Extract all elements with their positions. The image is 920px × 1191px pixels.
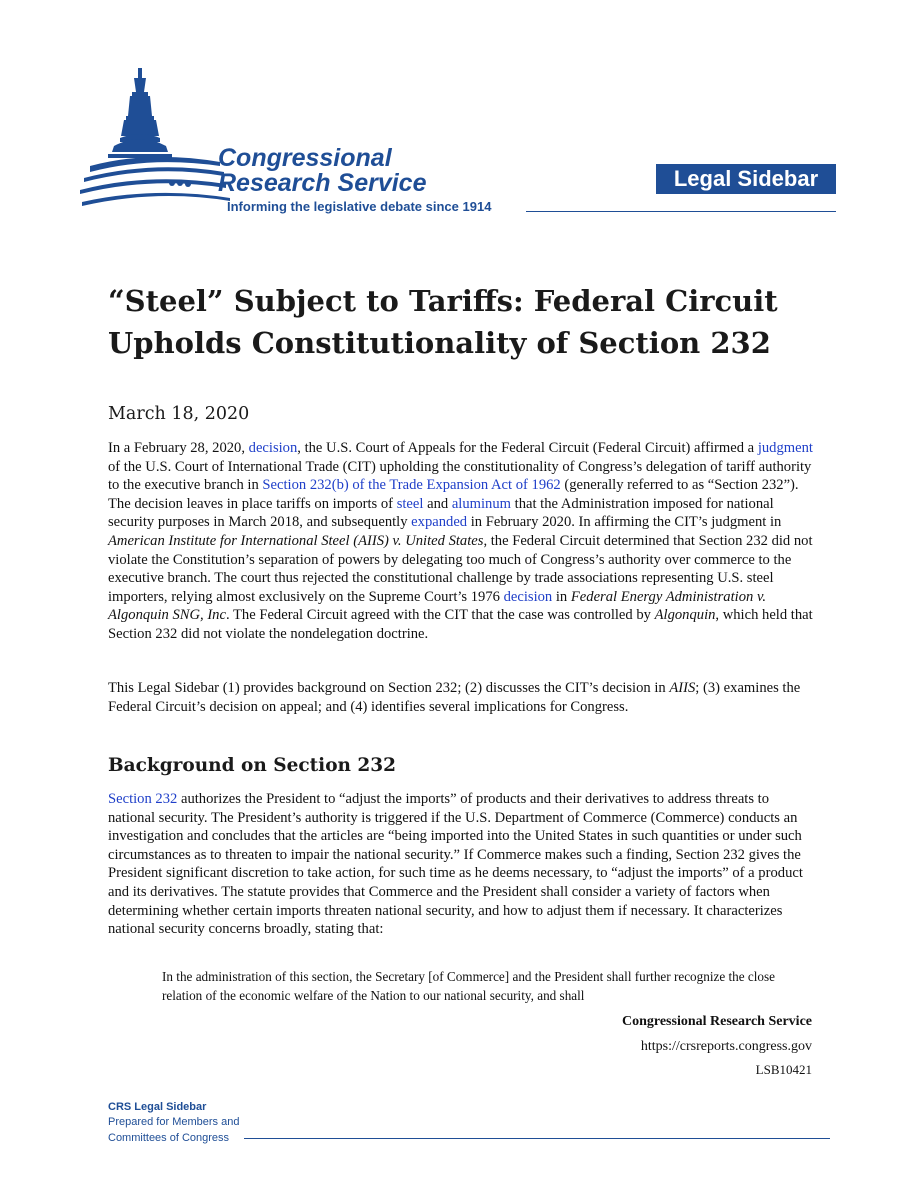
section-232-link[interactable]: Section 232 — [108, 791, 178, 807]
case-name: AIIS — [669, 680, 696, 696]
org-tagline: Informing the legislative debate since 1914 — [227, 199, 492, 214]
case-name: Algonquin — [654, 607, 716, 624]
aluminum-link[interactable]: aluminum — [451, 495, 511, 512]
text: , the U.S. Court of Appeals for the Federal Circuit (Federal Circuit) affirmed a — [297, 440, 758, 456]
section-232b-link[interactable]: Section 232(b) of the Trade Expansion Act of 1962 — [262, 477, 561, 494]
title-line-1: “Steel” Subject to Tariffs: Federal Circuit — [108, 284, 778, 318]
steel-link[interactable]: steel — [396, 495, 424, 512]
judgment-link[interactable]: judgment — [757, 440, 813, 456]
text: authorizes the President to “adjust the imports” of products and their derivatives to address threats to national security. The President’s authority is triggered if the U.S. Department of Commerce (Commerce) conducts an investigation and concludes that the articles are “being imported into the United States in such quantities or under such circumstances as to threaten to impair the national security.” If Commerce makes such a finding, Section 232 gives the President significant discretion to take action, for such time as he deems necessary, to “adjust the imports” of a product and its derivatives. The statute provides that Commerce and the President shall consider a variety of factors when determining whether certain imports threaten national security, and how to adjust them if necessary. It characterizes national security concerns broadly, stating that: — [108, 791, 803, 938]
footer-label: CRS Legal Sidebar — [108, 1101, 207, 1113]
case-name: Federal Energy Administration v. Algonquin SNG, Inc — [108, 588, 766, 624]
text: In a February 28, 2020, — [108, 440, 249, 456]
footer-prepared-line: Prepared for Members and — [108, 1116, 240, 1128]
case-name: American Institute for International Steel (AIIS) v. United States — [108, 532, 484, 549]
text: and — [423, 495, 452, 512]
footer-report-id: LSB10421 — [755, 1062, 812, 1077]
text: of the U.S. Court of International Trade (CIT) upholding the constitutionality of Congress’s delegation of tariff authority to the executive branch in — [108, 458, 812, 494]
header-rule — [526, 211, 836, 212]
intro-paragraph — [108, 439, 814, 644]
expanded-link[interactable]: expanded — [411, 514, 468, 531]
text: , the Federal Circuit determined that Section 232 did not violate the Constitution’s separation of powers by delegating too much of Congress’s authority over commerce to the executive branch. The court thus rejected the constitutional challenge by trade associations representing U.S. steel importers, relying almost exclusively on the Supreme Court’s 1976 — [108, 532, 813, 605]
footer-committees-line: Committees of Congress — [108, 1132, 230, 1144]
overview-paragraph — [108, 679, 814, 716]
text: (generally referred to as “Section 232”). The decision leaves in place tariffs on imports of — [108, 477, 799, 512]
text: This Legal Sidebar (1) provides background on Section 232; (2) discusses the CIT’s decision in — [108, 680, 670, 696]
footer-org: Congressional Research Service — [621, 1014, 812, 1029]
page-title — [108, 280, 828, 364]
text: in February 2020. In affirming the CIT’s judgment in — [467, 514, 782, 531]
capitol-dome-icon — [80, 66, 230, 216]
footer-url[interactable]: https://crsreports.congress.gov — [640, 1039, 812, 1054]
decision-link[interactable]: decision — [248, 440, 298, 456]
title-line-2: Upholds Constitutionality of Section 232 — [108, 326, 771, 360]
text: that the Administration imposed for national security purposes in March 2018, and subsequently — [108, 495, 774, 531]
text: in — [552, 588, 571, 605]
footer-rule — [244, 1138, 830, 1139]
background-paragraph — [108, 790, 814, 939]
legal-sidebar-badge: Legal Sidebar — [656, 164, 836, 194]
decision-link-1976[interactable]: decision — [503, 588, 553, 605]
section-heading: Background on Section 232 — [108, 755, 397, 776]
text: , which held that Section 232 did not violate the nondelegation doctrine. — [108, 607, 813, 642]
text: . The Federal Circuit agreed with the CIT that the case was controlled by — [225, 607, 655, 624]
org-name-line2: Research Service — [218, 169, 427, 197]
block-quote: In the administration of this section, the Secretary [of Commerce] and the President shall further recognize the close relation of the economic welfare of the Nation to our national security, and shall — [162, 969, 776, 1003]
org-name-line1: Congressional — [218, 144, 392, 172]
crs-logo — [80, 66, 540, 226]
text: ; (3) examines the Federal Circuit’s decision on appeal; and (4) identifies several implications for Congress. — [108, 680, 801, 715]
publication-date: March 18, 2020 — [108, 404, 250, 424]
